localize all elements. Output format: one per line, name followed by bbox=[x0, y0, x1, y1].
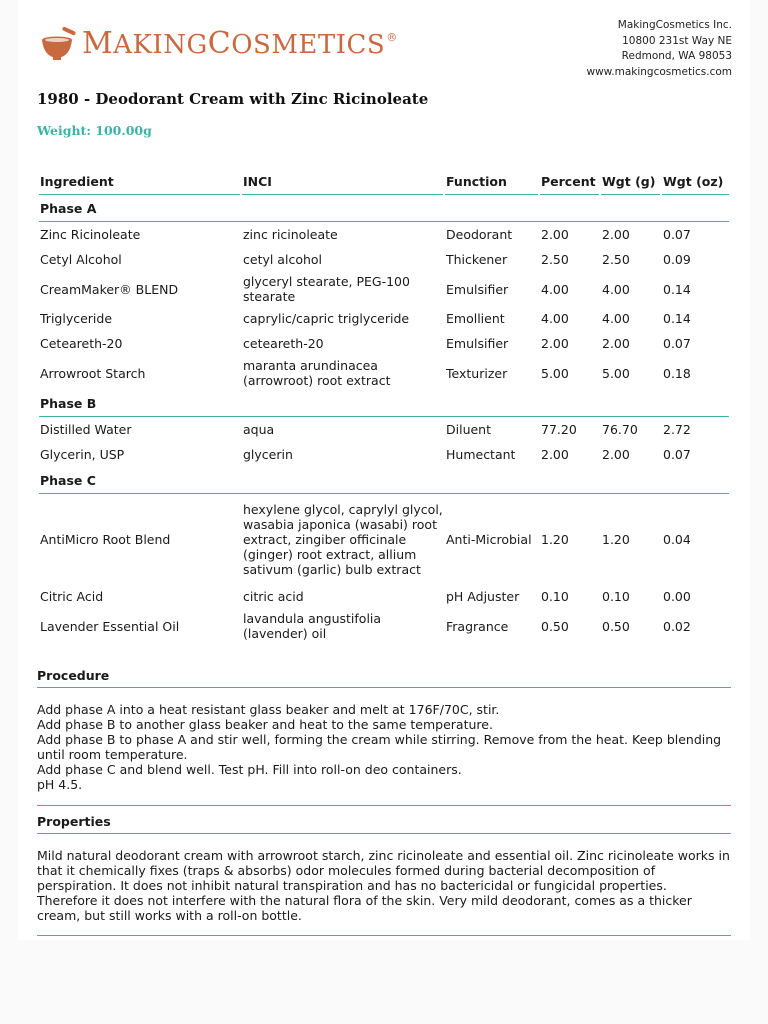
table-cell: zinc ricinoleate bbox=[243, 227, 338, 242]
table-cell: Humectant bbox=[446, 447, 516, 462]
company-street: 10800 231st Way NE bbox=[622, 34, 732, 47]
table-cell: 0.10 bbox=[541, 589, 569, 604]
table-cell: glycerin bbox=[243, 447, 293, 462]
table-row bbox=[39, 417, 729, 442]
table-cell: Citric Acid bbox=[40, 589, 104, 604]
table-cell: 0.50 bbox=[602, 618, 630, 634]
table-cell: 0.04 bbox=[663, 531, 691, 547]
table-cell: 0.07 bbox=[663, 227, 691, 242]
table-cell: 2.00 bbox=[541, 336, 569, 351]
logo-wordmark: MAKINGCOSMETICS® bbox=[82, 25, 398, 61]
table-cell: Triglyceride bbox=[40, 311, 113, 326]
column-header: INCI bbox=[242, 168, 443, 195]
table-row bbox=[39, 306, 729, 331]
procedure-heading: Procedure bbox=[37, 668, 731, 688]
recipe-title: 1980 - Deodorant Cream with Zinc Ricinoleate bbox=[37, 90, 429, 108]
mortar-pestle-icon bbox=[38, 27, 78, 61]
table-cell: Thickener bbox=[446, 252, 508, 267]
table-cell: 0.18 bbox=[663, 365, 691, 381]
table-cell: 76.70 bbox=[602, 422, 638, 437]
section-divider bbox=[37, 935, 731, 936]
column-header: Wgt (oz) bbox=[662, 168, 729, 195]
table-cell: 4.00 bbox=[602, 311, 630, 326]
company-city: Redmond, WA 98053 bbox=[621, 50, 732, 62]
table-cell: aqua bbox=[243, 422, 275, 437]
table-cell: Deodorant bbox=[446, 227, 513, 242]
table-cell: citric acid bbox=[243, 589, 304, 604]
column-header: Wgt (g) bbox=[601, 168, 660, 195]
procedure-body bbox=[37, 702, 731, 792]
table-cell: 5.00 bbox=[602, 365, 630, 381]
table-cell: Emollient bbox=[446, 311, 505, 326]
procedure-step: pH 4.5. bbox=[37, 777, 83, 792]
table-cell: Texturizer bbox=[446, 365, 508, 381]
table-cell: maranta arundinacea (arrowroot) root extract bbox=[243, 358, 391, 388]
table-row bbox=[39, 609, 729, 643]
table-cell: AntiMicro Root Blend bbox=[40, 531, 171, 547]
table-cell: 2.00 bbox=[541, 227, 569, 242]
table-cell: 2.00 bbox=[602, 227, 630, 242]
table-cell: Distilled Water bbox=[40, 422, 132, 437]
phase-row bbox=[39, 467, 729, 494]
ingredients-table bbox=[37, 168, 731, 643]
table-cell: 0.50 bbox=[541, 618, 569, 634]
table-cell: Zinc Ricinoleate bbox=[40, 227, 141, 242]
table-row bbox=[39, 272, 729, 306]
properties-heading: Properties bbox=[37, 814, 731, 834]
table-row bbox=[39, 222, 729, 247]
table-row bbox=[39, 494, 729, 584]
table-cell: lavandula angustifolia (lavender) oil bbox=[243, 611, 382, 641]
table-cell: 2.50 bbox=[602, 252, 630, 267]
table-cell: 2.72 bbox=[663, 422, 691, 437]
table-cell: caprylic/capric triglyceride bbox=[243, 311, 410, 326]
procedure-step: Add phase B to phase A and stir well, forming the cream while stirring. Remove from the heat. Keep blending until room temperature. bbox=[37, 732, 722, 762]
table-cell: 0.10 bbox=[602, 589, 630, 604]
table-cell: 0.14 bbox=[663, 311, 691, 326]
procedure-step: Add phase B to another glass beaker and heat to the same temperature. bbox=[37, 717, 493, 732]
table-cell: 4.00 bbox=[541, 281, 569, 297]
table-cell: 2.00 bbox=[602, 447, 630, 462]
table-cell: 0.07 bbox=[663, 336, 691, 351]
table-row bbox=[39, 331, 729, 356]
table-cell: Emulsifier bbox=[446, 336, 509, 351]
phase-label: Phase A bbox=[39, 195, 729, 222]
company-logo bbox=[38, 24, 398, 64]
table-cell: 0.14 bbox=[663, 281, 691, 297]
table-cell: 2.00 bbox=[541, 447, 569, 462]
table-cell: glyceryl stearate, PEG-100 stearate bbox=[243, 274, 410, 304]
table-cell: 0.00 bbox=[663, 589, 691, 604]
table-cell: Fragrance bbox=[446, 618, 509, 634]
table-cell: 5.00 bbox=[541, 365, 569, 381]
table-cell: Lavender Essential Oil bbox=[40, 618, 180, 634]
table-cell: hexylene glycol, caprylyl glycol, wasabia japonica (wasabi) root extract, zingiber officinale (ginger) root extract, allium sativum (garlic) bulb extract bbox=[243, 501, 443, 577]
table-cell: 2.00 bbox=[602, 336, 630, 351]
table-cell: Ceteareth-20 bbox=[40, 336, 123, 351]
table-row bbox=[39, 584, 729, 609]
table-cell: Cetyl Alcohol bbox=[40, 252, 122, 267]
column-header: Function bbox=[445, 168, 538, 195]
table-cell: 4.00 bbox=[541, 311, 569, 326]
table-cell: Emulsifier bbox=[446, 281, 509, 297]
table-cell: 0.07 bbox=[663, 447, 691, 462]
table-cell: 0.02 bbox=[663, 618, 691, 634]
column-header: Percent bbox=[540, 168, 599, 195]
table-cell: Glycerin, USP bbox=[40, 447, 125, 462]
section-divider bbox=[37, 805, 731, 806]
table-row bbox=[39, 247, 729, 272]
table-cell: 1.20 bbox=[541, 531, 569, 547]
table-cell: cetyl alcohol bbox=[243, 252, 323, 267]
table-cell: 77.20 bbox=[541, 422, 577, 437]
table-cell: Anti-Microbial bbox=[446, 531, 532, 547]
phase-label: Phase B bbox=[39, 390, 729, 417]
phase-label: Phase C bbox=[39, 467, 729, 494]
table-cell: pH Adjuster bbox=[446, 589, 520, 604]
phase-row bbox=[39, 195, 729, 222]
table-cell: 0.09 bbox=[663, 252, 691, 267]
table-cell: Diluent bbox=[446, 422, 492, 437]
properties-text: Mild natural deodorant cream with arrowroot starch, zinc ricinoleate and essential oil. Zinc ricinoleate works in that it chemically fixes (traps & absorbs) odor molecules formed during bacterial decomposition of perspiration. It does not inhibit natural transpiration and has no bactericidal or fungicidal properties. Therefore it does not interfere with the natural flora of the skin. Very mild deodorant, comes as a thicker cream, but still works with a roll-on bottle. bbox=[37, 848, 730, 923]
table-header-row bbox=[39, 168, 729, 195]
procedure-step: Add phase A into a heat resistant glass beaker and melt at 176F/70C, stir. bbox=[37, 702, 500, 717]
table-cell: CreamMaker® BLEND bbox=[40, 281, 179, 297]
company-address bbox=[586, 18, 732, 80]
company-name: MakingCosmetics Inc. bbox=[617, 19, 732, 31]
company-website[interactable]: www.makingcosmetics.com bbox=[586, 65, 732, 78]
table-cell: Arrowroot Starch bbox=[40, 365, 146, 381]
column-header: Ingredient bbox=[39, 168, 240, 195]
table-cell: 1.20 bbox=[602, 531, 630, 547]
table-cell: ceteareth-20 bbox=[243, 336, 324, 351]
table-cell: 2.50 bbox=[541, 252, 569, 267]
phase-row bbox=[39, 390, 729, 417]
table-row bbox=[39, 442, 729, 467]
table-row bbox=[39, 356, 729, 390]
table-cell: 4.00 bbox=[602, 281, 630, 297]
procedure-step: Add phase C and blend well. Test pH. Fill into roll-on deo containers. bbox=[37, 762, 462, 777]
recipe-weight: Weight: 100.00g bbox=[37, 123, 152, 138]
